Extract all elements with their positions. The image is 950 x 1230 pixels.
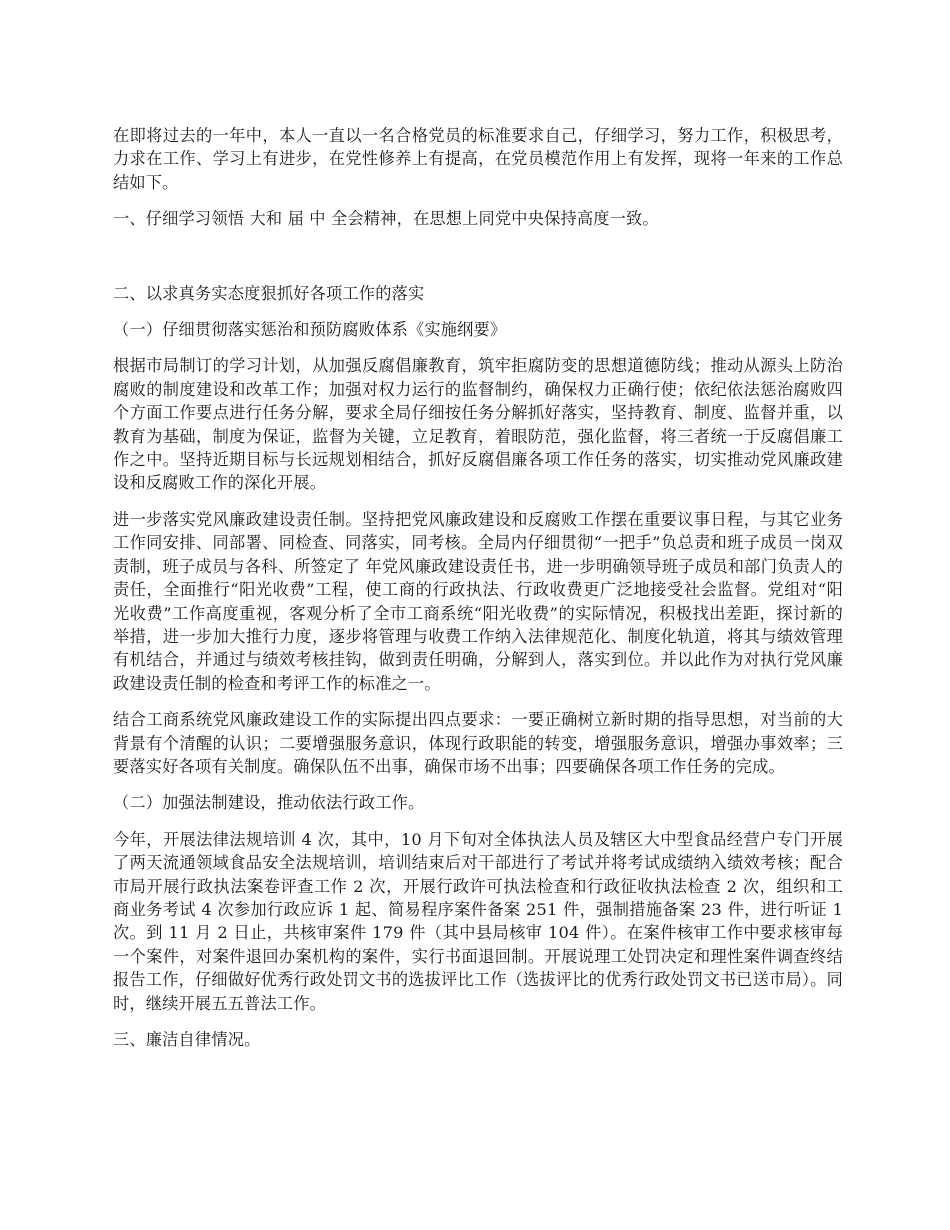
intro-paragraph: 在即将过去的一年中，本人一直以一名合格党员的标准要求自己，仔细学习，努力工作，积极思考，力求在工作、学习上有进步，在党性修养上有提高，在党员模范作用上有发挥，现将一年来的工作总结如下。 <box>113 126 843 192</box>
section-heading-1: 一、仔细学习领悟 大和 届 中 全会精神，在思想上同党中央保持高度一致。 <box>113 209 659 229</box>
blank-spacer <box>113 244 843 282</box>
subsection-heading-2: （二）加强法制建设，推动依法行政工作。 <box>113 793 425 813</box>
subsection-heading-1: （一）仔细贯彻落实惩治和预防腐败体系《实施纲要》 <box>113 320 507 340</box>
section-heading-2: 二、以求真务实态度狠抓好各项工作的落实 <box>113 283 425 303</box>
document-body <box>113 124 843 1064</box>
body-paragraph-2: 进一步落实党风廉政建设责任制。坚持把党风廉政建设和反腐败工作摆在重要议事日程，与其它业务工作同安排、同部署、同检查、同落实，同考核。全局内仔细贯彻“一把手”负总责和班子成员一岗双责制，班子成员与各科、所签定了 年党风廉政建设责任书，进一步明确领导班子成员和部门负责人的责任，全面推行“阳光收费”工程，使工商的行政执法、行政收费更广泛地接受社会监督。党组对“阳光收费”工作高度重视，客观分析了全市工商系统“阳光收费”的实际情况，积极找出差距，探讨新的举措，进一步加大推行力度，逐步将管理与收费工作纳入法律规范化、制度化轨道，将其与绩效管理有机结合，并通过与绩效考核挂钩，做到责任明确，分解到人，落实到位。并以此作为对执行党风廉政建设责任制的检查和考评工作的标准之一。 <box>113 509 843 693</box>
body-paragraph-1: 根据市局制订的学习计划，从加强反腐倡廉教育，筑牢拒腐防变的思想道德防线；推动从源头上防治腐败的制度建设和改革工作；加强对权力运行的监督制约，确保权力正确行使；依纪依法惩治腐败四个方面工作要点进行任务分解，要求全局仔细按任务分解抓好落实，坚持教育、制度、监督并重，以教育为基础，制度为保证，监督为关键，立足教育，着眼防范，强化监督，将三者统一于反腐倡廉工作之中。坚持近期目标与长远规划相结合，抓好反腐倡廉各项工作任务的落实，切实推动党风廉政建设和反腐败工作的深化开展。 <box>113 356 843 493</box>
section-heading-3: 三、廉洁自律情况。 <box>113 1030 261 1049</box>
body-paragraph-4: 今年，开展法律法规培训 4 次，其中，10 月下旬对全体执法人员及辖区大中型食品经营户专门开展了两天流通领域食品安全法规培训，培训结束后对干部进行了考试并将考试成绩纳入绩效考核；配合市局开展行政执法案卷评查工作 2 次，开展行政许可执法检查和行政征收执法检查 2 次，组织和工商业务考试 4 次参加行政应诉 1 起、简易程序案件备案 251 件，强制措施备案 23 件，进行听证 1 次。到 11 月 2 日止，共核审案件 179 件（其中县局核审 104 件）。在案件核审工作中要求核审每一个案件，对案件退回办案机构的案件，实行书面退回制。开展说理工处罚决定和理性案件调查终结报告工作，仔细做好优秀行政处罚文书的选拔评比工作（选拔评比的优秀行政处罚文书已送市局）。同时，继续开展五五普法工作。 <box>113 829 843 1013</box>
body-paragraph-3: 结合工商系统党风廉政建设工作的实际提出四点要求：一要正确树立新时期的指导思想，对当前的大背景有个清醒的认识；二要增强服务意识，体现行政职能的转变，增强服务意识，增强办事效率；三要落实好各项有关制度。确保队伍不出事，确保市场不出事；四要确保各项工作任务的完成。 <box>113 710 843 776</box>
